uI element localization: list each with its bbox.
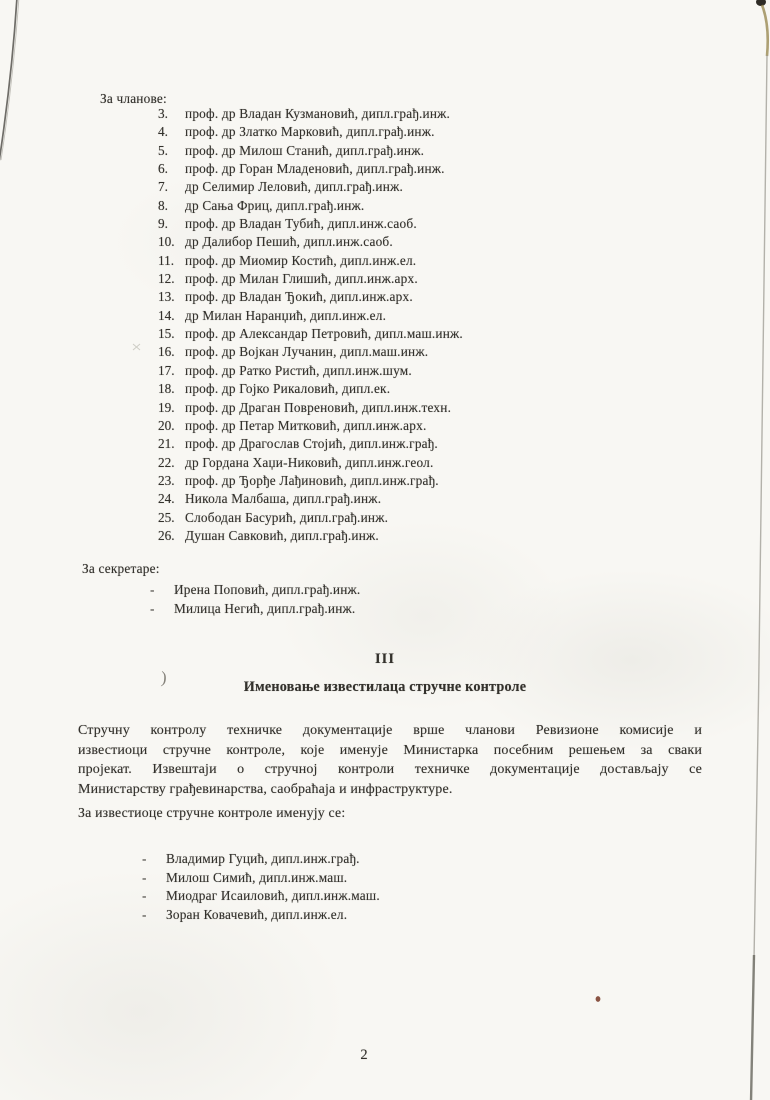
dash-bullet: -: [142, 888, 147, 904]
list-item: [158, 344, 463, 362]
list-item: [142, 907, 380, 926]
list-item: [158, 400, 463, 418]
members-list: [158, 106, 463, 546]
list-item: [158, 363, 463, 381]
list-item: [158, 143, 463, 161]
list-item-number: 13.: [158, 289, 175, 305]
list-item: [158, 253, 463, 271]
list-item-number: 12.: [158, 271, 175, 287]
list-item-text: Милица Негић, дипл.грађ.инж.: [174, 601, 356, 616]
list-item-text: проф. др Владан Кузмановић, дипл.грађ.инж.: [185, 106, 451, 121]
list-item-text: Милош Симић, дипл.инж.маш.: [166, 869, 348, 885]
list-item-text: др Далибор Пешић, дипл.инж.саоб.: [185, 234, 393, 250]
section-title: Именовање известилаца стручне контроле: [243, 679, 527, 695]
list-item-text: др Сања Фриц, дипл.грађ.инж.: [185, 197, 365, 213]
list-item-number: 26.: [158, 527, 175, 543]
list-item: [150, 601, 360, 620]
list-item-text: проф. др Горан Младеновић, дипл.грађ.инж.: [185, 161, 445, 177]
scan-edge-top-left-shadow: [1, 0, 19, 160]
list-item: [158, 455, 463, 473]
list-item-number: 24.: [158, 491, 175, 507]
dash-bullet: -: [142, 907, 147, 923]
list-item-text: Владимир Гуцић, дипл.инж.грађ.: [166, 851, 360, 866]
list-item-number: 11.: [158, 252, 175, 268]
paragraph-line: Министарству грађевинарства, саобраћаја и инфраструктуре.: [78, 781, 453, 797]
list-item-number: 25.: [158, 509, 175, 525]
list-item: [142, 870, 380, 889]
ink-dot: [596, 996, 601, 1002]
list-item-text: проф. др Милан Глишић, дипл.инж.арх.: [185, 271, 418, 287]
list-item: [158, 326, 463, 344]
list-item-text: проф. др Драгослав Стојић, дипл.инж.грађ.: [185, 436, 438, 452]
dash-bullet: -: [150, 582, 155, 597]
list-item-number: 3.: [158, 106, 168, 121]
list-item: [158, 124, 463, 142]
list-item-number: 23.: [158, 472, 175, 488]
list-item-number: 22.: [158, 454, 175, 470]
paragraph-line: пројекат. Извештаји о стручној контроли техничке документације достављају се: [78, 762, 702, 777]
list-item-number: 5.: [158, 142, 168, 158]
list-item: [158, 216, 463, 234]
list-item-number: 20.: [158, 417, 175, 433]
list-item: [158, 308, 463, 326]
list-item-number: 18.: [158, 381, 175, 397]
members-heading: За чланове:: [100, 91, 167, 106]
list-item-number: 14.: [158, 307, 175, 323]
scan-edge-right-bottom: [751, 955, 754, 1100]
list-item-number: 15.: [158, 326, 175, 342]
list-item-number: 16.: [158, 344, 175, 360]
pen-mark: ): [160, 667, 168, 688]
list-item: [158, 528, 463, 546]
list-item-number: 7.: [158, 179, 168, 195]
list-item-number: 17.: [158, 362, 175, 378]
smudge-mark: [133, 344, 140, 350]
list-item-text: проф. др Гојко Рикаловић, дипл.ек.: [185, 381, 391, 397]
list-item-text: проф. др Ратко Ристић, дипл.инж.шум.: [185, 362, 412, 378]
list-item-number: 8.: [158, 197, 168, 213]
page-number: 2: [360, 1047, 368, 1063]
list-item-text: др Гордана Хаџи-Никовић, дипл.инж.геол.: [185, 454, 434, 470]
paragraph-line: известиоци стручне контроле, које именује Министарка посебним решењем за сваки: [78, 742, 702, 758]
list-item-text: Миодраг Исаиловић, дипл.инж.маш.: [166, 888, 380, 904]
list-item: [158, 179, 463, 197]
list-item-text: проф. др Владан Тубић, дипл.инж.саоб.: [185, 216, 417, 232]
list-item-text: Никола Малбаша, дипл.грађ.инж.: [185, 491, 382, 507]
list-item: [158, 473, 463, 491]
list-item: [158, 271, 463, 289]
list-item-number: 4.: [158, 124, 168, 140]
scan-blot-top-right: [756, 0, 766, 6]
secretaries-list: [150, 582, 360, 620]
list-item: [158, 161, 463, 179]
secretaries-heading: За секретаре:: [82, 561, 160, 576]
list-item-text: проф. др Ђорђе Лађиновић, дипл.инж.грађ.: [185, 472, 439, 488]
list-item-text: проф. др Петар Митковић, дипл.инж.арх.: [185, 417, 427, 433]
appoint-line: За известиоце стручне контроле именују се:: [78, 805, 346, 820]
list-item-number: 9.: [158, 216, 168, 232]
scan-streak-top-right: [762, 5, 768, 56]
list-item: [158, 510, 463, 528]
list-item: [142, 888, 380, 907]
list-item: [142, 851, 380, 870]
list-item: [158, 491, 463, 509]
rapporteurs-list: [142, 851, 380, 926]
list-item: [150, 582, 360, 601]
list-item-text: проф. др Златко Марковић, дипл.грађ.инж.: [185, 124, 435, 140]
list-item-text: проф. др Владан Ђокић, дипл.инж.арх.: [185, 289, 413, 305]
list-item: [158, 106, 463, 124]
list-item: [158, 436, 463, 454]
dash-bullet: -: [142, 869, 147, 885]
list-item-number: 21.: [158, 436, 175, 452]
dash-bullet: -: [150, 601, 155, 616]
list-item-text: проф. др Драган Повреновић, дипл.инж.техн.: [185, 399, 452, 415]
list-item-text: др Милан Наранџић, дипл.инж.ел.: [185, 307, 387, 323]
list-item-text: др Селимир Леловић, дипл.грађ.инж.: [185, 179, 403, 195]
list-item-text: Зоран Ковачевић, дипл.инж.ел.: [166, 907, 348, 923]
list-item-number: 19.: [158, 399, 175, 415]
list-item: [158, 418, 463, 436]
scan-edge-top-left: [0, 0, 17, 175]
list-item-text: проф. др Александар Петровић, дипл.маш.инж.: [185, 326, 463, 342]
list-item: [158, 198, 463, 216]
dash-bullet: -: [142, 851, 147, 866]
list-item: [158, 289, 463, 307]
list-item-text: Слободан Басурић, дипл.грађ.инж.: [185, 509, 389, 525]
body-paragraph: [78, 721, 702, 799]
list-item-number: 10.: [158, 234, 175, 250]
list-item-text: проф. др Милош Станић, дипл.грађ.инж.: [185, 142, 425, 158]
list-item: [158, 381, 463, 399]
list-item-text: Ирена Поповић, дипл.грађ.инж.: [174, 582, 361, 597]
paragraph-line: Стручну контролу техничке документације врше чланови Ревизионе комисије и: [78, 723, 702, 738]
list-item-text: Душан Савковић, дипл.грађ.инж.: [185, 527, 379, 543]
list-item: [158, 234, 463, 252]
list-item-text: проф. др Миомир Костић, дипл.инж.ел.: [185, 252, 417, 268]
list-item-text: проф. др Војкан Лучанин, дипл.маш.инж.: [185, 344, 429, 360]
scan-edge-right: [754, 55, 767, 960]
section-numeral: III: [375, 651, 395, 667]
list-item-number: 6.: [158, 161, 168, 177]
